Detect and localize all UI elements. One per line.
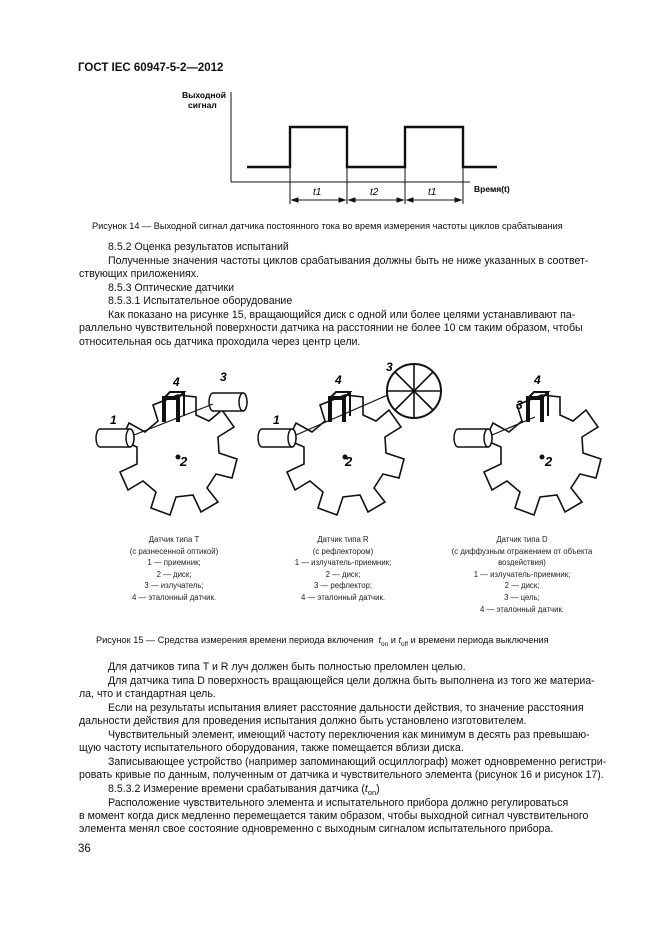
para-6-line3: элемента менял свое состояние одновременно с выходным сигналом испытательного прибора. xyxy=(79,823,554,835)
h8532-text: 8.5.3.2 Измерение времени срабатывания датчика ( xyxy=(108,783,365,795)
para-3-line2: дальности действия для проведения испытания должно быть установлено изготовителем. xyxy=(79,715,527,727)
h8532-t: t xyxy=(364,783,368,795)
legend-t-0: Датчик типа T xyxy=(148,535,200,544)
fig14-xlabel: Время(t) xyxy=(474,184,510,194)
reflector-wheel xyxy=(387,364,441,418)
legend-r-0: Датчик типа R xyxy=(317,535,369,544)
legend-d-0: Датчик типа D xyxy=(496,535,548,544)
fig15-toff-sub: off xyxy=(401,640,409,648)
legend-r-1: (с рефлектором) xyxy=(312,546,374,556)
heading-8-5-3-1: 8.5.3.1 Испытательное оборудование xyxy=(108,295,293,307)
diagram-type-d xyxy=(454,373,601,515)
para-3-line1: Если на результаты испытания влияет расстояние дальности действия, то значение расстояния xyxy=(108,702,584,714)
legend-r-2: 1 — излучатель-приемник; xyxy=(294,558,392,568)
para-1: Для датчиков типа T и R луч должен быть полностью преломлен целью. xyxy=(108,661,466,673)
legend-type-d xyxy=(432,534,612,615)
legend-t-4: 3 — излучатель; xyxy=(144,581,204,591)
fig15-caption-part1: Рисунок 15 — Средства измерения времени периода включения xyxy=(96,635,374,645)
fig14-interval-t1b: t1 xyxy=(428,187,437,198)
diagram-type-r xyxy=(258,362,441,515)
fig15-toff: t xyxy=(398,635,402,645)
legend-d-4: 2 — диск; xyxy=(504,581,540,591)
fig14-ylabel-1: Выходной xyxy=(182,90,226,100)
para-5-line1: Записывающее устройство (например запоминающий осциллограф) может одновременно регистри- xyxy=(108,756,607,768)
legend-r-5: 4 — эталонный датчик. xyxy=(300,592,386,602)
figure-15-diagrams xyxy=(90,362,630,532)
para-8-5-3-1-line1: Как показано на рисунке 15, вращающийся диск с одной или более целями устанавливают па- xyxy=(108,309,576,321)
diagram-r-label-3: 3 xyxy=(386,362,393,374)
diagram-r-label-2: 2 xyxy=(345,454,353,469)
para-2-line2: ла, что и стандартная цель. xyxy=(79,688,216,700)
legend-t-3: 2 — диск; xyxy=(156,569,192,579)
fig15-caption-and: и xyxy=(390,635,396,645)
legend-d-6: 4 — эталонный датчик. xyxy=(479,604,565,614)
fig15-ton: t xyxy=(378,635,382,645)
legend-d-3: 1 — излучатель-приемник; xyxy=(473,569,571,579)
legend-r-4: 3 — рефлектор; xyxy=(313,581,373,591)
diagram-t-label-3: 3 xyxy=(220,370,227,384)
figure-15-caption xyxy=(96,635,549,648)
fig14-interval-t1: t1 xyxy=(313,187,322,198)
diagram-t-label-4: 4 xyxy=(173,375,180,389)
legend-d-5: 3 — цель; xyxy=(504,592,540,602)
figure-14-caption: Рисунок 14 — Выходной сигнал датчика постоянного тока во время измерения частоты циклов срабатывания xyxy=(92,221,563,231)
heading-8-5-3: 8.5.3 Оптические датчики xyxy=(108,282,235,294)
para-8-5-3-1-line3: относительная ось датчика проходила через центр цели. xyxy=(79,336,361,348)
para-8-5-2-line2: ствующих приложениях. xyxy=(79,268,200,280)
para-8-5-3-1-line2: раллельно чувствительной поверхности датчика на расстоянии не более 10 см таким образом, чтобы xyxy=(79,322,583,334)
legend-t-1: (с разнесенной оптикой) xyxy=(129,546,219,556)
diagram-d-label-2: 2 xyxy=(545,454,553,469)
para-2-line1: Для датчика типа D поверхность вращающейся цели должна быть выполнена из того же материа- xyxy=(108,675,595,687)
para-5-line2: ровать кривые по данным, полученным от датчика и чувствительного элемента (рисунок 16 и рисунок 17). xyxy=(79,769,604,781)
figure-14-waveform xyxy=(170,80,520,210)
diagram-type-t xyxy=(96,370,247,515)
h8532-close: ) xyxy=(376,783,380,795)
para-8-5-2-line1: Полученные значения частоты циклов срабатывания должны быть не ниже указанных в соответ- xyxy=(108,255,589,267)
fig14-signal xyxy=(247,127,497,167)
fig14-ylabel-2: сигнал xyxy=(188,100,217,110)
fig14-interval-arrows xyxy=(292,198,461,202)
fig15-caption-part2: и времени периода выключения xyxy=(410,635,549,645)
para-6-line2: в момент когда диск медленно перемещается таким образом, чтобы выходной сигнал чувствительного xyxy=(79,810,589,822)
legend-d-1: (с диффузным отражением от объекта xyxy=(451,546,593,556)
legend-t-2: 1 — приемник; xyxy=(147,558,201,568)
diagram-r-label-1: 1 xyxy=(273,413,280,427)
page-number: 36 xyxy=(78,843,91,855)
legend-d-2: воздействия) xyxy=(498,558,546,568)
diagram-d-label-3: 3 xyxy=(516,398,523,412)
para-6-line1: Расположение чувствительного элемента и испытательного прибора должно регулироваться xyxy=(108,797,569,809)
diagram-d-label-4: 4 xyxy=(534,373,541,387)
para-4-line2: щую частоту испытательного оборудования, также помещается вблизи диска. xyxy=(79,742,464,754)
legend-r-3: 2 — диск; xyxy=(325,569,361,579)
heading-8-5-2: 8.5.2 Оценка результатов испытаний xyxy=(108,241,289,253)
document-header: ГОСТ IEC 60947-5-2—2012 xyxy=(78,62,224,74)
legend-type-r xyxy=(268,534,418,604)
h8532-sub: on xyxy=(367,788,377,798)
diagram-r-label-4: 4 xyxy=(335,373,342,387)
diagram-t-label-2: 2 xyxy=(180,454,188,469)
para-4-line1: Чувствительный элемент, имеющий частоту переключения как минимум в десять раз превышаю- xyxy=(108,729,590,741)
diagram-t-label-1: 1 xyxy=(110,413,117,427)
legend-type-t xyxy=(104,534,244,604)
fig15-ton-sub: on xyxy=(381,640,389,648)
fig14-interval-t2: t2 xyxy=(370,187,379,198)
legend-t-5: 4 — эталонный датчик. xyxy=(131,592,217,602)
